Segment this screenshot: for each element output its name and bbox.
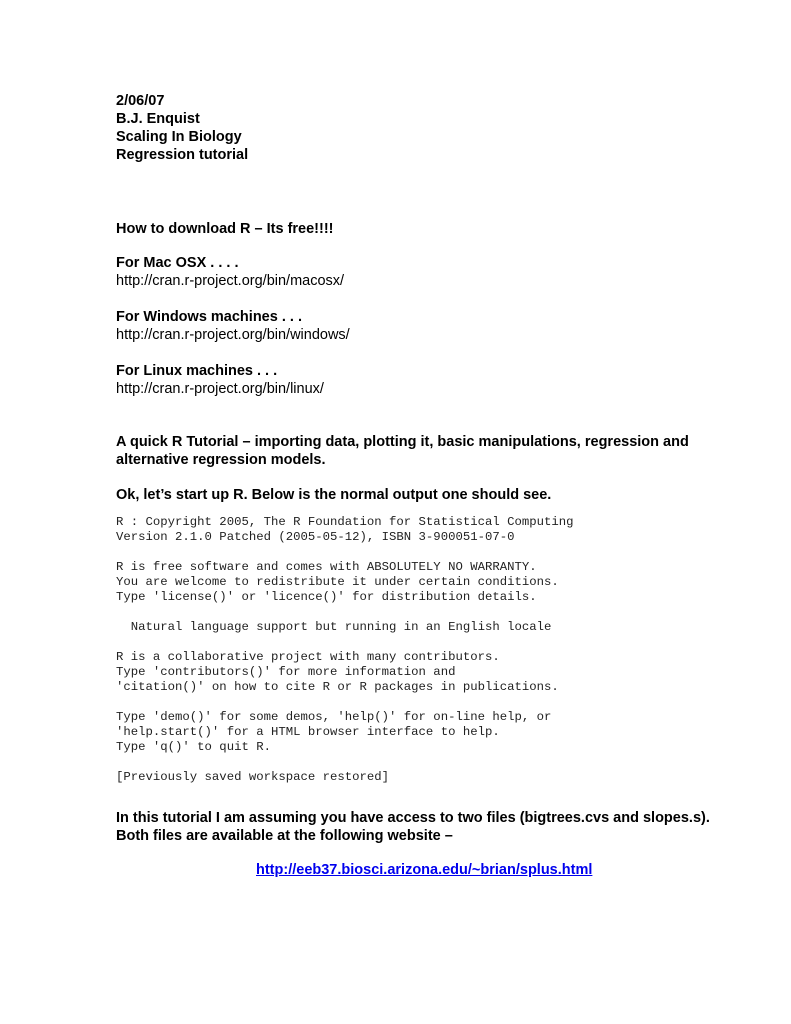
files-line2: Both files are available at the following website –	[116, 828, 453, 844]
windows-section	[116, 308, 350, 344]
console-line: 'citation()' on how to cite R or R packages in publications.	[116, 680, 559, 694]
files-line1: In this tutorial I am assuming you have access to two files (bigtrees.cvs and slopes.s).	[116, 810, 710, 826]
console-line: R is a collaborative project with many contributors.	[116, 650, 500, 664]
tutorial-heading	[116, 433, 689, 469]
console-line: Natural language support but running in an English locale	[116, 620, 552, 634]
r-console-output	[116, 515, 574, 785]
console-line	[116, 605, 574, 620]
console-line: Type 'contributors()' for more information and	[116, 665, 456, 679]
header-date: 2/06/07	[116, 93, 165, 109]
console-line: R is free software and comes with ABSOLUTELY NO WARRANTY.	[116, 560, 537, 574]
console-line: Version 2.1.0 Patched (2005-05-12), ISBN 3-900051-07-0	[116, 530, 515, 544]
header-course: Scaling In Biology	[116, 129, 242, 145]
console-line	[116, 635, 574, 650]
console-line	[116, 755, 574, 770]
console-line: 'help.start()' for a HTML browser interface to help.	[116, 725, 500, 739]
tutorial-heading-line2: alternative regression models.	[116, 452, 326, 468]
mac-url[interactable]: http://cran.r-project.org/bin/macosx/	[116, 273, 345, 289]
files-paragraph	[116, 809, 710, 845]
windows-url[interactable]: http://cran.r-project.org/bin/windows/	[116, 327, 350, 343]
download-heading: How to download R – Its free!!!!	[116, 221, 334, 237]
console-line: Type 'demo()' for some demos, 'help()' for on-line help, or	[116, 710, 552, 724]
startup-text: Ok, let’s start up R. Below is the normal output one should see.	[116, 487, 552, 503]
header-subject: Regression tutorial	[116, 147, 249, 163]
mac-label: For Mac OSX . . . .	[116, 255, 239, 271]
windows-label: For Windows machines . . .	[116, 309, 302, 325]
console-line: R : Copyright 2005, The R Foundation for Statistical Computing	[116, 515, 574, 529]
console-line: [Previously saved workspace restored]	[116, 770, 390, 784]
console-line	[116, 545, 574, 560]
linux-url[interactable]: http://cran.r-project.org/bin/linux/	[116, 381, 324, 397]
document-header	[116, 92, 248, 164]
console-line: Type 'license()' or 'licence()' for distribution details.	[116, 590, 537, 604]
tutorial-heading-line1: A quick R Tutorial – importing data, plotting it, basic manipulations, regression and	[116, 434, 689, 450]
website-link[interactable]: http://eeb37.biosci.arizona.edu/~brian/splus.html	[256, 862, 593, 878]
linux-label: For Linux machines . . .	[116, 363, 278, 379]
console-line	[116, 695, 574, 710]
linux-section	[116, 362, 324, 398]
console-line: Type 'q()' to quit R.	[116, 740, 271, 754]
console-line: You are welcome to redistribute it under certain conditions.	[116, 575, 559, 589]
header-author: B.J. Enquist	[116, 111, 200, 127]
mac-section	[116, 254, 344, 290]
